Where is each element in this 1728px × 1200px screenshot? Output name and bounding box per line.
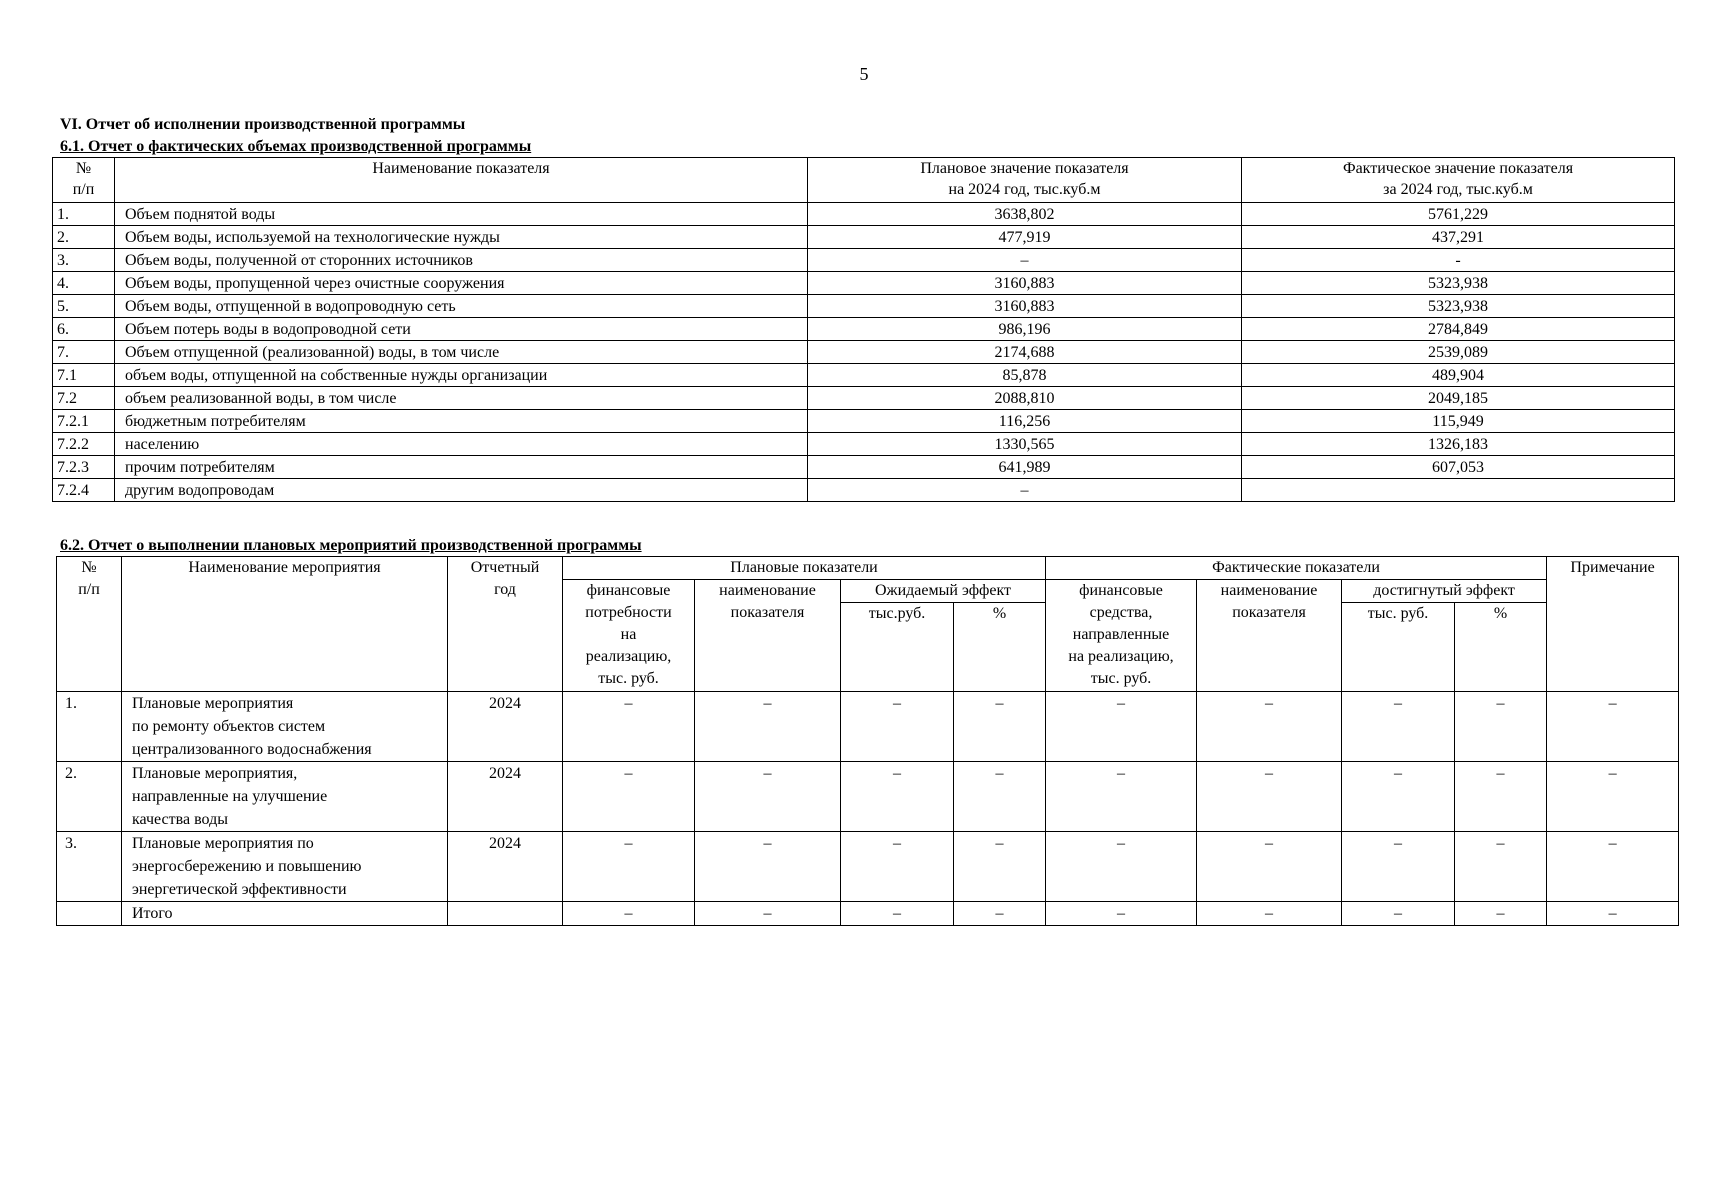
table-row <box>53 295 1675 318</box>
row-name: другим водопроводам <box>115 479 808 502</box>
row-fact-value: 1326,183 <box>1242 433 1675 456</box>
volumes-header-name: Наименование показателя <box>115 158 808 203</box>
event-year: 2024 <box>448 692 563 762</box>
row-num: 5. <box>53 295 115 318</box>
total-plan-pct: – <box>954 902 1046 926</box>
row-plan-value: – <box>808 479 1242 502</box>
event-name: Плановые мероприятия, направленные на улучшение качества воды <box>122 762 448 832</box>
event-plan-pct: – <box>954 832 1046 902</box>
event-fact-fin: – <box>1046 762 1197 832</box>
row-plan-value: 986,196 <box>808 318 1242 341</box>
row-num: 4. <box>53 272 115 295</box>
total-row <box>57 902 1679 926</box>
total-label: Итого <box>122 902 448 926</box>
event-plan-pct: – <box>954 762 1046 832</box>
row-plan-value: 3160,883 <box>808 295 1242 318</box>
event-year: 2024 <box>448 832 563 902</box>
row-fact-value: 2539,089 <box>1242 341 1675 364</box>
total-year <box>448 902 563 926</box>
row-plan-value: 3160,883 <box>808 272 1242 295</box>
total-plan-rub: – <box>841 902 954 926</box>
events-header-plan-pct: % <box>954 603 1046 692</box>
event-fact-fin: – <box>1046 832 1197 902</box>
events-header-year: Отчетный год <box>448 557 563 692</box>
total-fact-rub: – <box>1342 902 1455 926</box>
event-fact-fin: – <box>1046 692 1197 762</box>
event-fact-rub: – <box>1342 762 1455 832</box>
events-header-planned: Плановые показатели <box>563 557 1046 580</box>
row-name: Объем поднятой воды <box>115 203 808 226</box>
event-note: – <box>1547 832 1679 902</box>
subsection-title-events: 6.2. Отчет о выполнении плановых мероприятий производственной программы <box>60 537 642 554</box>
event-plan-ind: – <box>695 832 841 902</box>
event-fact-pct: – <box>1455 762 1547 832</box>
row-name: Объем отпущенной (реализованной) воды, в том числе <box>115 341 808 364</box>
events-header-fact-ind: наименование показателя <box>1197 580 1342 692</box>
table-row <box>53 433 1675 456</box>
row-plan-value: 85,878 <box>808 364 1242 387</box>
events-header-plan-effect: Ожидаемый эффект <box>841 580 1046 603</box>
row-fact-value: 2049,185 <box>1242 387 1675 410</box>
table-row <box>53 318 1675 341</box>
row-fact-value: 115,949 <box>1242 410 1675 433</box>
event-plan-ind: – <box>695 762 841 832</box>
table-row <box>53 249 1675 272</box>
event-fact-ind: – <box>1197 762 1342 832</box>
total-plan-ind: – <box>695 902 841 926</box>
events-header-fact-effect: достигнутый эффект <box>1342 580 1547 603</box>
table-row <box>57 762 1679 832</box>
event-fact-rub: – <box>1342 692 1455 762</box>
events-header-name: Наименование мероприятия <box>122 557 448 692</box>
events-header-note: Примечание <box>1547 557 1679 692</box>
total-note: – <box>1547 902 1679 926</box>
event-plan-rub: – <box>841 832 954 902</box>
volumes-header-plan: Плановое значение показателя на 2024 год, тыс.куб.м <box>808 158 1242 203</box>
row-fact-value <box>1242 479 1675 502</box>
row-name: объем воды, отпущенной на собственные нужды организации <box>115 364 808 387</box>
row-plan-value: 1330,565 <box>808 433 1242 456</box>
event-note: – <box>1547 762 1679 832</box>
row-name: Объем потерь воды в водопроводной сети <box>115 318 808 341</box>
row-num: 3. <box>53 249 115 272</box>
page-number: 5 <box>859 64 869 84</box>
total-fact-ind: – <box>1197 902 1342 926</box>
events-header-num: № п/п <box>57 557 122 692</box>
events-header-fact-rub: тыс. руб. <box>1342 603 1455 692</box>
row-num: 1. <box>53 203 115 226</box>
events-header-plan-ind: наименование показателя <box>695 580 841 692</box>
events-table <box>56 556 1679 926</box>
volumes-header-row <box>53 158 1675 203</box>
event-fact-ind: – <box>1197 832 1342 902</box>
volumes-header-num: № п/п <box>53 158 115 203</box>
event-name: Плановые мероприятия по энергосбережению и повышению энергетической эффективности <box>122 832 448 902</box>
table-row <box>53 226 1675 249</box>
section-title: VI. Отчет об исполнении производственной программы <box>60 116 466 133</box>
event-num: 3. <box>57 832 122 902</box>
event-note: – <box>1547 692 1679 762</box>
row-fact-value: 2784,849 <box>1242 318 1675 341</box>
event-fact-rub: – <box>1342 832 1455 902</box>
event-name: Плановые мероприятия по ремонту объектов систем централизованного водоснабжения <box>122 692 448 762</box>
event-num: 2. <box>57 762 122 832</box>
event-plan-fin: – <box>563 832 695 902</box>
table-row <box>57 692 1679 762</box>
table-row <box>53 364 1675 387</box>
events-header-plan-rub: тыс.руб. <box>841 603 954 692</box>
table-row <box>53 456 1675 479</box>
total-plan-fin: – <box>563 902 695 926</box>
row-name: Объем воды, используемой на технологические нужды <box>115 226 808 249</box>
events-header-row-1 <box>57 557 1679 580</box>
table-row <box>53 341 1675 364</box>
event-num: 1. <box>57 692 122 762</box>
row-num: 7.2.2 <box>53 433 115 456</box>
event-plan-rub: – <box>841 762 954 832</box>
row-num: 7.2.3 <box>53 456 115 479</box>
event-year: 2024 <box>448 762 563 832</box>
table-row <box>53 203 1675 226</box>
table-row <box>53 387 1675 410</box>
row-plan-value: 641,989 <box>808 456 1242 479</box>
table-row <box>53 272 1675 295</box>
row-name: населению <box>115 433 808 456</box>
event-fact-pct: – <box>1455 692 1547 762</box>
event-plan-pct: – <box>954 692 1046 762</box>
volumes-table <box>52 157 1675 502</box>
volumes-header-fact: Фактическое значение показателя за 2024 год, тыс.куб.м <box>1242 158 1675 203</box>
row-name: Объем воды, отпущенной в водопроводную сеть <box>115 295 808 318</box>
subsection-title-volumes: 6.1. Отчет о фактических объемах производственной программы <box>60 138 532 155</box>
row-fact-value: 607,053 <box>1242 456 1675 479</box>
table-row <box>53 410 1675 433</box>
row-fact-value: - <box>1242 249 1675 272</box>
row-plan-value: 116,256 <box>808 410 1242 433</box>
row-fact-value: 5761,229 <box>1242 203 1675 226</box>
table-row <box>57 832 1679 902</box>
event-fact-ind: – <box>1197 692 1342 762</box>
row-plan-value: 3638,802 <box>808 203 1242 226</box>
row-plan-value: 477,919 <box>808 226 1242 249</box>
row-name: объем реализованной воды, в том числе <box>115 387 808 410</box>
row-fact-value: 489,904 <box>1242 364 1675 387</box>
event-plan-ind: – <box>695 692 841 762</box>
row-num: 7.2.4 <box>53 479 115 502</box>
row-name: Объем воды, полученной от сторонних источников <box>115 249 808 272</box>
row-num: 6. <box>53 318 115 341</box>
total-fact-pct: – <box>1455 902 1547 926</box>
row-num: 7. <box>53 341 115 364</box>
row-fact-value: 437,291 <box>1242 226 1675 249</box>
row-plan-value: – <box>808 249 1242 272</box>
row-num: 2. <box>53 226 115 249</box>
row-name: прочим потребителям <box>115 456 808 479</box>
row-name: бюджетным потребителям <box>115 410 808 433</box>
event-plan-fin: – <box>563 692 695 762</box>
events-header-plan-fin: финансовые потребности на реализацию, тыс. руб. <box>563 580 695 692</box>
row-plan-value: 2088,810 <box>808 387 1242 410</box>
event-fact-pct: – <box>1455 832 1547 902</box>
row-fact-value: 5323,938 <box>1242 295 1675 318</box>
row-plan-value: 2174,688 <box>808 341 1242 364</box>
events-header-fact-pct: % <box>1455 603 1547 692</box>
row-name: Объем воды, пропущенной через очистные сооружения <box>115 272 808 295</box>
row-num: 7.2.1 <box>53 410 115 433</box>
row-fact-value: 5323,938 <box>1242 272 1675 295</box>
events-header-actual: Фактические показатели <box>1046 557 1547 580</box>
events-header-fact-fin: финансовые средства, направленные на реализацию, тыс. руб. <box>1046 580 1197 692</box>
event-plan-fin: – <box>563 762 695 832</box>
row-num: 7.2 <box>53 387 115 410</box>
table-row <box>53 479 1675 502</box>
total-num <box>57 902 122 926</box>
total-fact-fin: – <box>1046 902 1197 926</box>
event-plan-rub: – <box>841 692 954 762</box>
row-num: 7.1 <box>53 364 115 387</box>
